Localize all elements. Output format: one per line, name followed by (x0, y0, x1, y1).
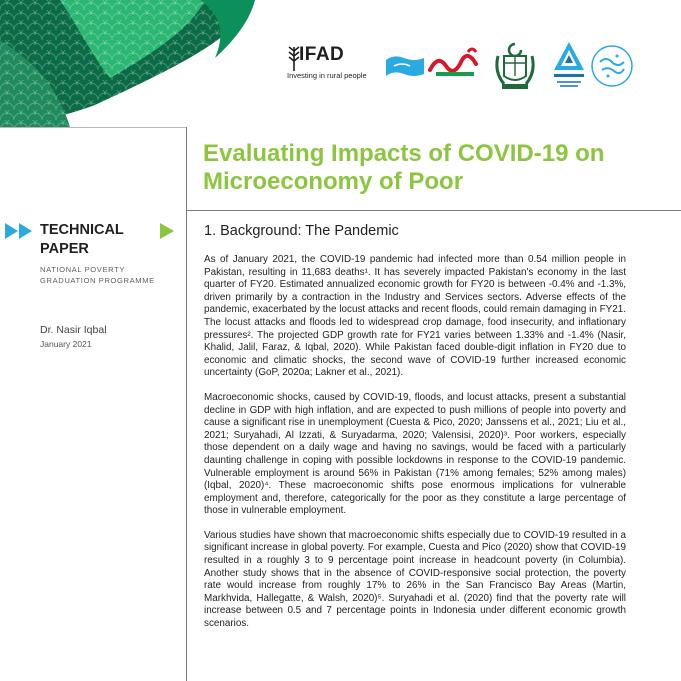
title-divider (186, 210, 681, 211)
programme-line-1: NATIONAL POVERTY (40, 265, 125, 274)
triangle-right-icon (160, 223, 174, 239)
ppaf-logo-icon (552, 40, 586, 92)
wave-pattern-art (0, 0, 300, 127)
sidebar-top-rule (0, 127, 187, 128)
title-line-2: Microeconomy of Poor (203, 168, 464, 195)
paper-type-label (40, 221, 124, 259)
programme-name (40, 264, 180, 286)
state-emblem-icon (492, 42, 538, 92)
author-name: Dr. Nasir Iqbal (40, 324, 107, 336)
section-heading: 1. Background: The Pandemic (204, 223, 399, 239)
title-line-1: Evaluating Impacts of COVID-19 on (203, 140, 605, 167)
document-title (203, 140, 604, 196)
paragraph-2: Macroeconomic shocks, caused by COVID-19, floods, and locust attacks, present a substantial decline in GDP with high inflation, and are expected to push millions of people into poverty and cause a significant rise in unemployment (Cuesta & Pico, 2020; Janssens et al., 2021; Liu et al., 2021; Suryahadi, Al Izzati, & Suryadarma, 2020; Valensisi, 2020)³. Poor workers, especially those dependent on a daily wage and having no savings, would be faced with a particularly daunting challenge in coping with possible lockdowns in response to the COVID-19 pandemic. Vulnerable employment is around 56% in Pakistan (71% among females; 52% among males) (Iqbal, 2020)⁴. These macroeconomic shifts pose enormous implications for vulnerable employment and, therefore, categorically for the poor as they constitute a large percentage of those in vulnerable employment. (204, 391, 626, 517)
ifad-wordmark: IFAD (299, 44, 345, 65)
paper-type-line-1: TECHNICAL (40, 222, 124, 238)
header-banner (0, 0, 681, 127)
programme-line-2: GRADUATION PROGRAMME (40, 276, 155, 285)
ehsaas-logo-icon (384, 44, 481, 90)
paper-type-line-2: PAPER (40, 241, 89, 257)
circular-calligraphy-logo-icon (590, 44, 634, 88)
publication-date: January 2021 (40, 339, 92, 349)
paragraph-1: As of January 2021, the COVID-19 pandemic had infected more than 0.54 million people in Pakistan, resulting in 11,683 deaths¹. It has severely impacted Pakistan's economy in the last quarter of FY20. Estimated annualized economic growth for FY20 is between -0.4% and -1.3%, driven primarily by a contraction in the Industry and Services sectors. Adverse effects of the pandemic, exacerbated by the locust attacks and recent floods, could remain damaging in FY21. The locust attacks and floods led to widespread crop damage, food insecurity, and inflationary pressures². The projected GDP growth rate for FY21 varies between 1.33% and -1.4% (Nasir, Khalid, Jalil, Faraz, & Iqbal, 2020). While Pakistan faced double-digit inflation in FY20 due to economic and climatic shocks, the second wave of COVID-19 further increased economic uncertainty (GoP, 2020a; Lakner et al., 2021). (204, 254, 626, 379)
title-area (186, 127, 681, 211)
main-content (204, 222, 626, 643)
column-divider (186, 211, 187, 681)
paragraph-3: Various studies have shown that macroeconomic shifts especially due to COVID-19 resulted in a significant increase in global poverty. For example, Cuesta and Pico (2020) show that COVID-19 resulted in a roughly 3 to 9 percentage point increase in headcount poverty (in Columbia). Another study shows that in the absence of COVID-responsive social protection, the poverty rate would increase from roughly 17% to 26% in the San Francisco Bay Areas (Martin, Markhvida, Hallegatte, & Walsh, 2020)⁵. Suryahadi et al. (2020) find that the poverty rate will increase between 0.5 and 7 percentage points in Indonesia under different economic growth scenarios. (204, 529, 626, 630)
double-arrow-icon (5, 223, 35, 239)
ifad-logo (287, 40, 377, 90)
ifad-tagline: Investing in rural people (287, 71, 367, 80)
